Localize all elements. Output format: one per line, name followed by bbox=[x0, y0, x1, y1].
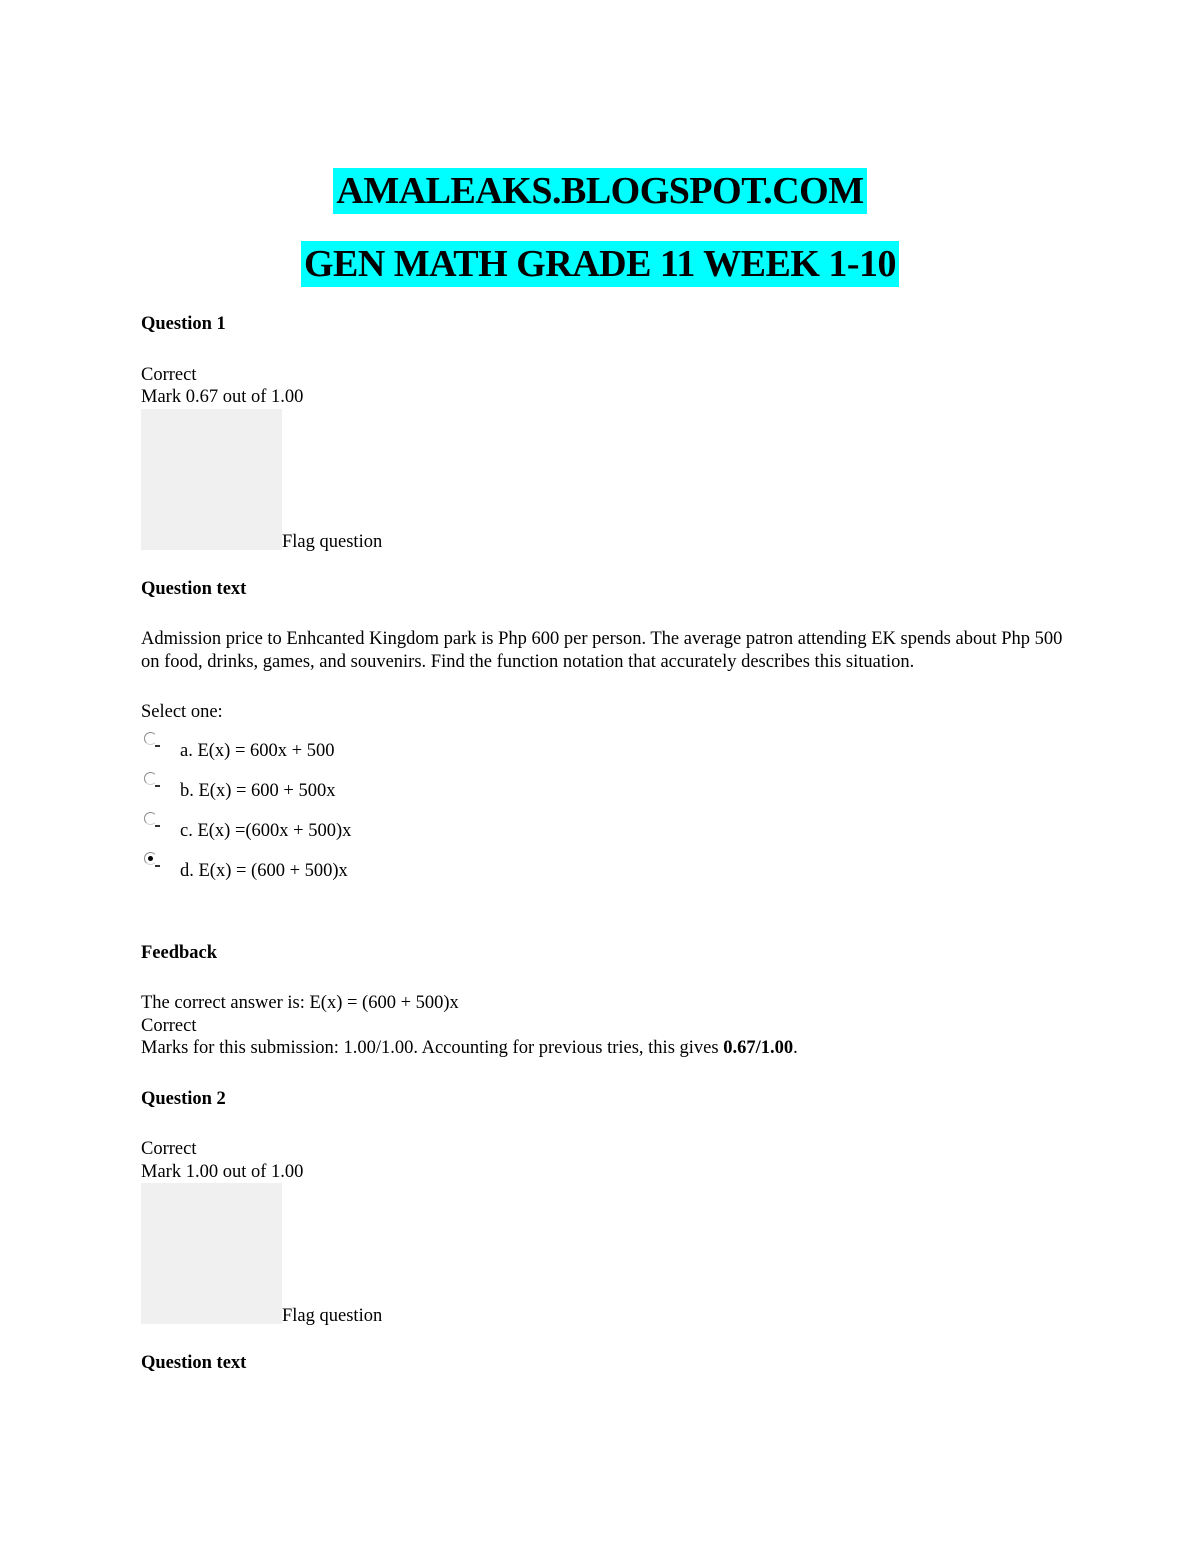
feedback-marks-text: Marks for this submission: 1.00/1.00. Accounting for previous tries, this gives bbox=[141, 1038, 724, 1058]
feedback-heading: Feedback bbox=[141, 942, 218, 963]
question-text: Admission price to Enhcanted Kingdom park is Php 600 per person. The average patron attending EK spends about Php 500 on food, drinks, games, and souvenirs. Find the function notation that accurately describes this situation. bbox=[141, 629, 1063, 672]
flag-question-label[interactable]: Flag question bbox=[282, 1306, 383, 1326]
feedback-correct-answer: The correct answer is: E(x) = (600 + 500)x bbox=[141, 993, 459, 1013]
feedback-marks bbox=[141, 1037, 1071, 1060]
question-text-heading: Question text bbox=[141, 1353, 247, 1373]
flag-icon[interactable] bbox=[141, 409, 282, 550]
radio-dot-icon bbox=[148, 856, 153, 861]
question-text-heading: Question text bbox=[141, 578, 247, 599]
flag-question-label[interactable]: Flag question bbox=[282, 531, 383, 552]
answer-option-label: c. E(x) =(600x + 500)x bbox=[180, 820, 352, 841]
question-heading: Question 1 bbox=[141, 314, 226, 334]
flag-question-row[interactable] bbox=[141, 1183, 1071, 1324]
question-block bbox=[141, 1088, 1071, 1375]
radio-button-icon[interactable] bbox=[144, 732, 157, 745]
answer-option-label: d. E(x) = (600 + 500)x bbox=[180, 860, 348, 881]
answer-option-c[interactable] bbox=[141, 812, 1071, 852]
answer-option-a[interactable] bbox=[141, 732, 1071, 772]
answer-option-d[interactable] bbox=[141, 852, 1071, 892]
question-heading: Question 2 bbox=[141, 1088, 226, 1109]
question-status: Correct bbox=[141, 1139, 197, 1159]
flag-question-row[interactable] bbox=[141, 409, 1071, 550]
radio-button-icon[interactable] bbox=[144, 772, 157, 785]
question-mark: Mark 1.00 out of 1.00 bbox=[141, 1161, 304, 1182]
site-name: AMALEAKS.BLOGSPOT.COM bbox=[333, 168, 866, 214]
radio-button-icon[interactable] bbox=[144, 812, 157, 825]
flag-icon[interactable] bbox=[141, 1183, 282, 1324]
answer-option-b[interactable] bbox=[141, 772, 1071, 812]
answer-option-label: b. E(x) = 600 + 500x bbox=[180, 780, 336, 801]
feedback-marks-total: 0.67/1.00 bbox=[723, 1038, 794, 1058]
select-one-label: Select one: bbox=[141, 702, 223, 722]
radio-button-checked-icon[interactable] bbox=[144, 852, 157, 865]
site-banner bbox=[0, 168, 1200, 214]
feedback-marks-end: . bbox=[793, 1038, 798, 1058]
question-block bbox=[141, 313, 1071, 1060]
quiz-content bbox=[141, 313, 1071, 1403]
question-status: Correct bbox=[141, 364, 197, 385]
answer-option-label: a. E(x) = 600x + 500 bbox=[180, 740, 335, 761]
question-mark: Mark 0.67 out of 1.00 bbox=[141, 387, 304, 407]
title-banner bbox=[0, 241, 1200, 287]
document-title: GEN MATH GRADE 11 WEEK 1-10 bbox=[301, 241, 899, 287]
feedback-status: Correct bbox=[141, 1015, 197, 1036]
